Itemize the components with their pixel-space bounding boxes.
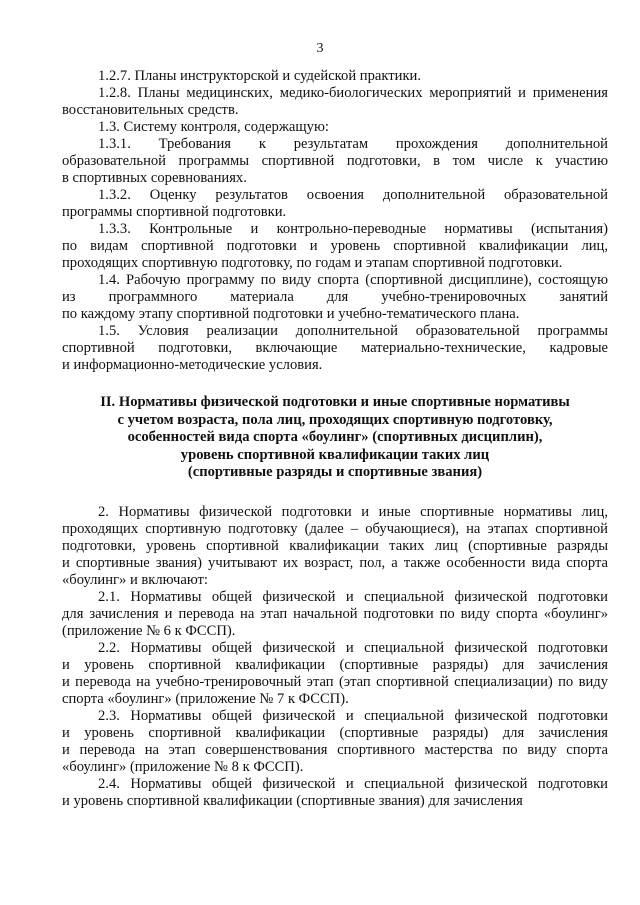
text-line: 1.3.2. Оценку результатов освоения дополнительной образовательной — [98, 187, 608, 203]
document-body — [62, 68, 608, 810]
paragraph-p24 — [62, 776, 608, 810]
text-line: и спортивные звания) учитывают их возраст, пол, а также особенности вида спорта — [62, 554, 608, 571]
paragraph-p128 — [62, 85, 608, 119]
text-line: «боулинг» и включают: — [62, 571, 208, 588]
text-line: спорта «боулинг» (приложение № 7 к ФССП). — [62, 690, 349, 707]
paragraph-p131 — [62, 136, 608, 187]
heading-line: с учетом возраста, пола лиц, проходящих спортивную подготовку, — [117, 411, 553, 428]
text-line: образовательной программы спортивной подготовки, в том числе к участию — [62, 153, 608, 169]
paragraph-p13 — [62, 119, 608, 136]
heading-line: особенностей вида спорта «боулинг» (спортивных дисциплин), — [127, 429, 543, 445]
text-line: и уровень спортивной квалификации (спортивные звания) для зачисления — [62, 792, 523, 809]
section-1-list — [62, 68, 608, 374]
text-line: «боулинг» (приложение № 8 к ФССП). — [62, 758, 304, 775]
text-line: спортивной подготовки, включающие материально-технические, кадровые — [62, 340, 608, 356]
text-line: 2.1. Нормативы общей физической и специальной физической подготовки — [98, 588, 608, 605]
paragraph-p22 — [62, 640, 608, 708]
text-line: для зачисления и перевода на этап начальной подготовки по виду спорта «боулинг» — [62, 605, 608, 622]
text-line: и перевода на учебно-тренировочный этап (этап спортивной специализации) по виду — [62, 673, 608, 690]
text-line: из программного материала для учебно-тренировочных занятий — [62, 289, 608, 305]
text-line: 1.2.8. Планы медицинских, медико-биологических мероприятий и применения — [98, 85, 608, 101]
text-line: восстановительных средств. — [62, 102, 239, 118]
text-line: 2. Нормативы физической подготовки и иные спортивные нормативы лиц, — [98, 503, 608, 520]
text-line: 2.4. Нормативы общей физической и специальной физической подготовки — [98, 775, 608, 792]
paragraph-p23 — [62, 708, 608, 776]
text-line: 2.2. Нормативы общей физической и специальной физической подготовки — [98, 639, 608, 656]
paragraph-p15 — [62, 323, 608, 374]
heading-line: II. Нормативы физической подготовки и иные спортивные нормативы — [100, 394, 570, 410]
text-line: 1.3. Систему контроля, содержащую: — [98, 119, 329, 135]
text-line: 2.3. Нормативы общей физической и специальной физической подготовки — [98, 707, 608, 724]
text-line: проходящих спортивную подготовку (далее – обучающиеся), на этапах спортивной — [62, 520, 608, 537]
text-line: программы спортивной подготовки. — [62, 204, 287, 220]
paragraph-p133 — [62, 221, 608, 272]
text-line: и информационно-методические условия. — [62, 357, 323, 373]
text-line: 1.3.3. Контрольные и контрольно-переводные нормативы (испытания) — [98, 221, 608, 237]
text-line: (приложение № 6 к ФССП). — [62, 622, 236, 639]
text-line: и уровень спортивной квалификации (спортивные разряды) для зачисления — [62, 656, 608, 673]
text-line: по видам спортивной подготовки и уровень спортивной квалификации лиц, — [62, 238, 608, 254]
paragraph-p132 — [62, 187, 608, 221]
text-line: и уровень спортивной квалификации (спортивные разряды) для зачисления — [62, 724, 608, 741]
paragraph-p127 — [62, 68, 608, 85]
text-line: подготовки, уровень спортивной квалификации таких лиц (спортивные разряды — [62, 537, 608, 554]
section-2-list — [62, 504, 608, 810]
text-line: в спортивных соревнованиях. — [62, 170, 247, 186]
text-line: 1.4. Рабочую программу по виду спорта (спортивной дисциплине), состоящую — [98, 272, 608, 288]
section-2-heading — [62, 394, 608, 482]
paragraph-p2 — [62, 504, 608, 589]
text-line: по каждому этапу спортивной подготовки и учебно-тематического плана. — [62, 306, 520, 322]
page-number: 3 — [316, 41, 324, 56]
text-line: 1.5. Условия реализации дополнительной образовательной программы — [98, 323, 608, 339]
paragraph-p14 — [62, 272, 608, 323]
heading-line: (спортивные разряды и спортивные звания) — [187, 464, 483, 480]
text-line: 1.2.7. Планы инструкторской и судейской практики. — [98, 68, 421, 84]
text-line: и перевода на этап совершенствования спортивного мастерства по виду спорта — [62, 741, 608, 758]
text-line: 1.3.1. Требования к результатам прохождения дополнительной — [98, 136, 608, 152]
paragraph-p21 — [62, 589, 608, 640]
heading-line: уровень спортивной квалификации таких лиц — [180, 446, 490, 463]
text-line: проходящих спортивную подготовку, по годам и этапам спортивной подготовки. — [62, 255, 563, 271]
